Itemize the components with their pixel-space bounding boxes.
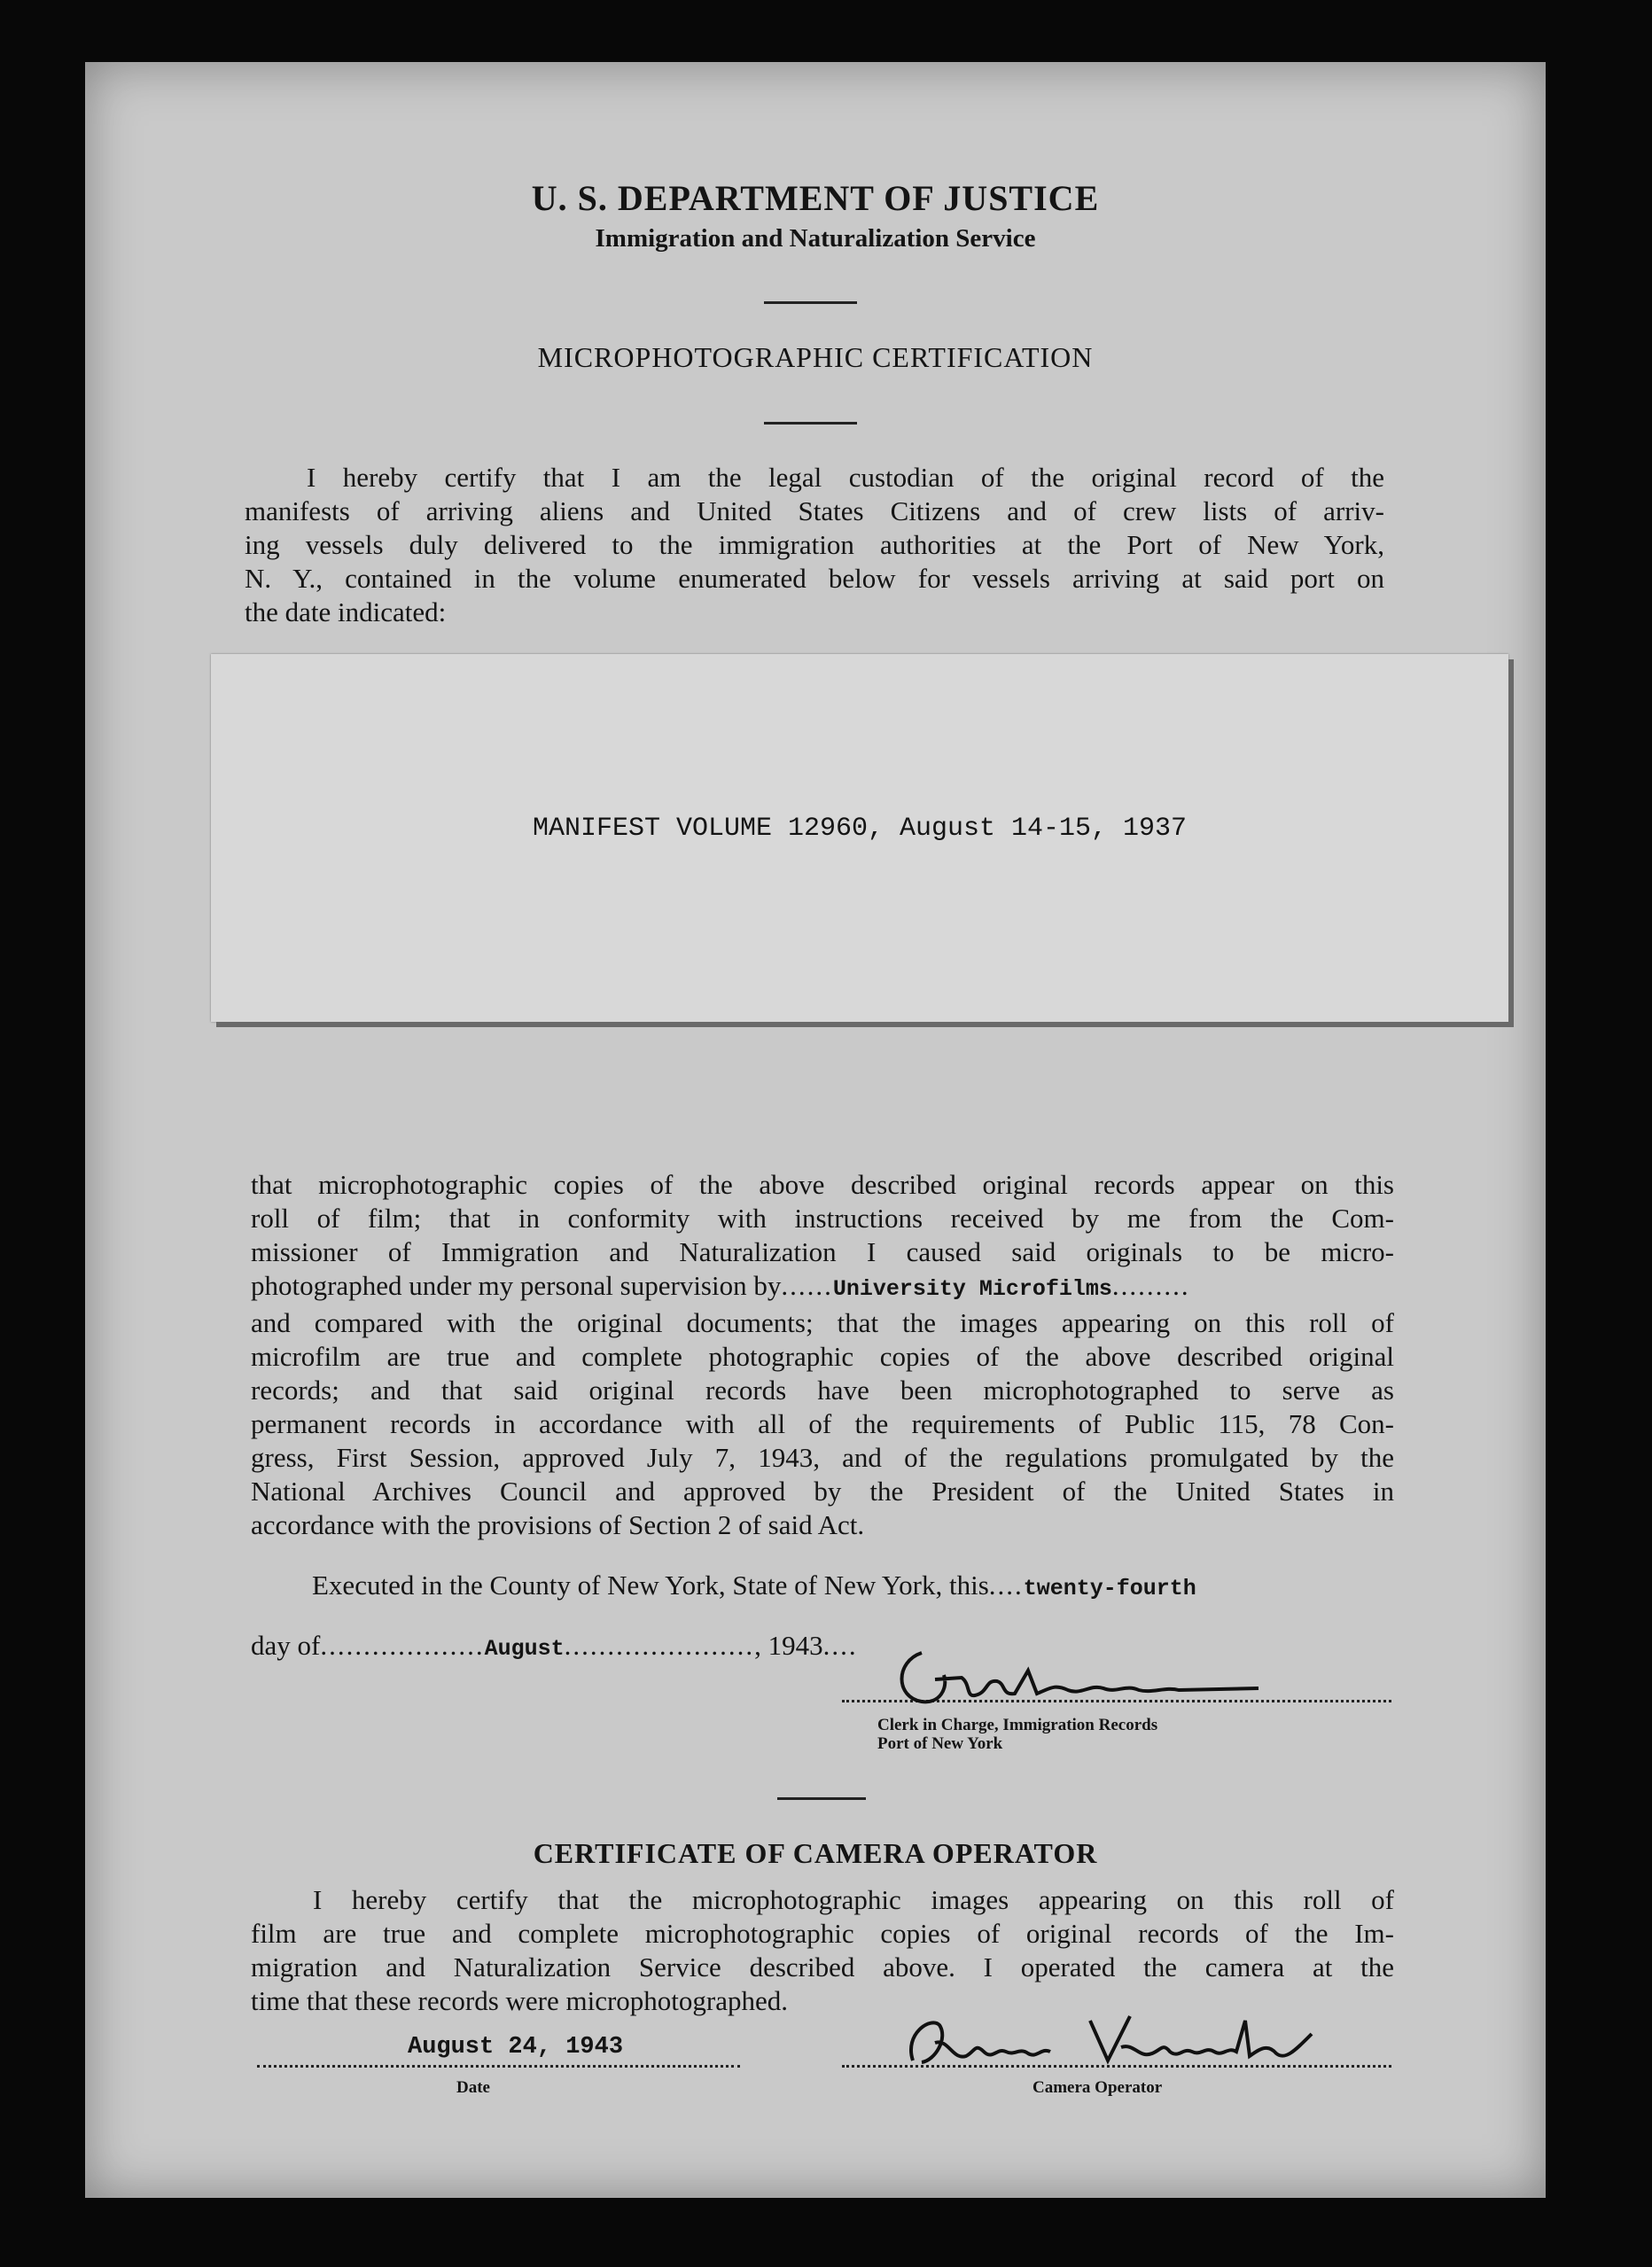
body-line: that microphotographic copies of the above described original records appear on this xyxy=(251,1169,1394,1200)
body-line: accordance with the provisions of Section 2 of said Act. xyxy=(251,1509,865,1540)
operator-line: film are true and complete microphotographic copies of original records of the Im- xyxy=(251,1918,1394,1949)
manifest-slip xyxy=(211,654,1508,1022)
operator-heading: CERTIFICATE OF CAMERA OPERATOR xyxy=(533,1837,1098,1869)
clerk-title xyxy=(877,1716,1157,1753)
body-line-filmed-by: photographed under my personal supervision by......University Microfilms......... xyxy=(251,1270,1190,1302)
operator-line: I hereby certify that the microphotographic images appearing on this roll of xyxy=(313,1884,1394,1915)
filmed-by-value: University Microfilms xyxy=(832,1276,1112,1302)
body-line: photographed under my personal supervision by xyxy=(251,1270,782,1301)
header-divider-2 xyxy=(764,422,857,425)
manifest-label: MANIFEST VOLUME 12960, August 14-15, 1937 xyxy=(532,814,1188,844)
date-line xyxy=(257,2065,740,2068)
operator-line: migration and Naturalization Service described above. I operated the camera at the xyxy=(251,1951,1394,1983)
clerk-signature xyxy=(886,1635,1267,1715)
day-of-prefix: day of xyxy=(251,1630,321,1661)
day-of-line: day of...................August......................, 1943.... xyxy=(251,1630,858,1662)
body-line: missioner of Immigration and Naturalization I caused said originals to be micro- xyxy=(251,1236,1394,1267)
intro-line: I hereby certify that I am the legal custodian of the original record of the xyxy=(307,462,1384,493)
body-line: records; and that said original records have been microphotographed to serve as xyxy=(251,1375,1394,1406)
month-value: August xyxy=(484,1636,565,1662)
clerk-title-line: Port of New York xyxy=(877,1734,1003,1753)
executed-day-value: twenty-fourth xyxy=(1023,1576,1196,1601)
body-line: roll of film; that in conformity with instructions received by me from the Com- xyxy=(251,1203,1394,1234)
body-line: and compared with the original documents; that the images appearing on this roll of xyxy=(251,1307,1394,1338)
intro-line: ing vessels duly delivered to the immigration authorities at the Port of New York, xyxy=(245,529,1384,560)
header-divider xyxy=(764,301,857,304)
body-line: National Archives Council and approved by the President of the United States in xyxy=(251,1476,1394,1507)
department-title: U. S. DEPARTMENT OF JUSTICE xyxy=(531,178,1100,218)
date-value: August 24, 1943 xyxy=(408,2034,624,2061)
certificate-page xyxy=(85,62,1546,2198)
year-value: , 1943 xyxy=(754,1630,823,1661)
executed-line: Executed in the County of New York, State of New York, this....twenty-fourth xyxy=(312,1570,1196,1601)
operator-signature-line xyxy=(842,2065,1391,2068)
section-divider xyxy=(777,1797,866,1800)
intro-paragraph xyxy=(245,461,1384,629)
service-subtitle: Immigration and Naturalization Service xyxy=(595,224,1036,253)
operator-line: time that these records were microphotographed. xyxy=(251,1985,788,2016)
body-paragraph xyxy=(251,1168,1394,1542)
intro-line: the date indicated: xyxy=(245,596,447,627)
intro-line: N. Y., contained in the volume enumerated below for vessels arriving at said port on xyxy=(245,563,1384,594)
executed-prefix: Executed in the County of New York, State of New York, this xyxy=(312,1570,989,1601)
body-line: permanent records in accordance with all of the requirements of Public 115, 78 Con- xyxy=(251,1408,1394,1439)
intro-line: manifests of arriving aliens and United States Citizens and of crew lists of arriv- xyxy=(245,495,1384,526)
operator-signature xyxy=(886,2007,1329,2078)
body-line: gress, First Session, approved July 7, 1943, and of the regulations promulgated by the xyxy=(251,1442,1394,1473)
date-label: Date xyxy=(456,2078,490,2097)
form-title: MICROPHOTOGRAPHIC CERTIFICATION xyxy=(537,341,1094,373)
clerk-title-line: Clerk in Charge, Immigration Records xyxy=(877,1716,1158,1734)
operator-label: Camera Operator xyxy=(1032,2078,1163,2097)
operator-paragraph xyxy=(251,1883,1394,2018)
body-line: microfilm are true and complete photographic copies of the above described original xyxy=(251,1341,1394,1372)
